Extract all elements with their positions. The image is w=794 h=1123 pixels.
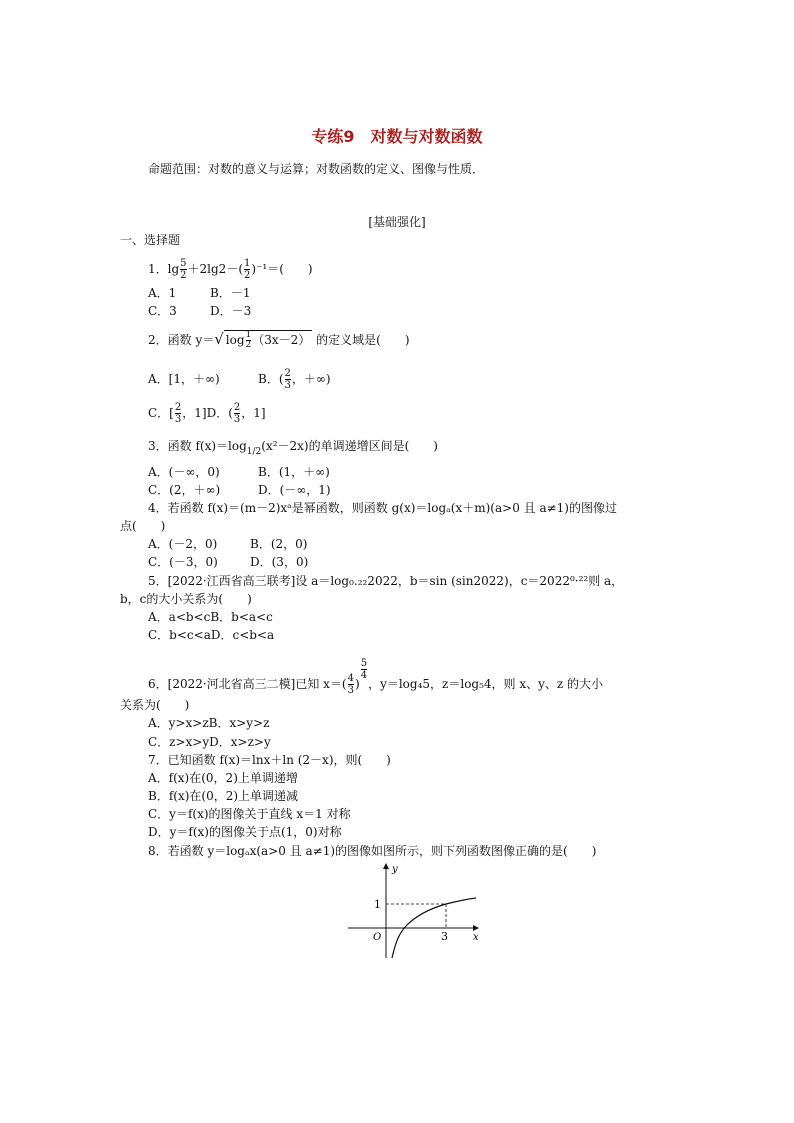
part-heading: 一、选择题 xyxy=(120,233,181,247)
question-8-stem: 8．若函数 y＝logₐx(a>0 且 a≠1)的图像如图所示，则下列函数图像正确的是( ) xyxy=(148,844,597,858)
option-c[interactable]: C．(－3，0) xyxy=(148,555,218,569)
question-5-stem-line1: 5．[2022·江西省高三联考]设 a＝log₀.₂₂2022，b＝sin (sin2022)，c＝2022⁰·²²则 a， xyxy=(148,574,624,588)
sqrt-radicand: log $\frac{1}{2}$ （3x－2） xyxy=(225,330,311,350)
origin-label: O xyxy=(373,932,382,943)
question-4-options-ab xyxy=(148,536,307,552)
question-4-stem-line2: 点( ) xyxy=(120,519,166,533)
option-b[interactable]: B．(1，＋∞) xyxy=(258,465,330,479)
option-d[interactable]: D．－3 xyxy=(210,304,252,318)
fraction: $\frac{5}{2}$ xyxy=(180,258,187,281)
option-c[interactable]: C．y＝f(x)的图像关于直线 x＝1 对称 xyxy=(148,807,351,821)
section-heading: [基础强化] xyxy=(368,215,426,229)
option-a[interactable]: A．[1，＋∞) xyxy=(148,372,220,386)
question-6-stem-line2: 关系为( ) xyxy=(120,698,190,712)
option-b[interactable]: B．f(x)在(0，2)上单调递减 xyxy=(148,789,299,803)
question-3-stem: 3．函数 $f(x)=\log_{1/2}(x^2-2x)$的单调递增区间是( ) xyxy=(148,439,438,457)
exponent-fraction: $\frac{5}{4}$ xyxy=(360,658,368,681)
sqrt-sign: √ xyxy=(214,330,224,348)
question-2-options-cd xyxy=(148,402,266,425)
question-2-options-ab xyxy=(148,368,331,391)
question-6-options-cd[interactable]: C．z>x>yD．x>z>y xyxy=(148,735,271,749)
option-c[interactable]: C．(2，＋∞) xyxy=(148,483,221,497)
option-d[interactable]: ]D．( $\frac{2}{3}$ ，1] xyxy=(201,402,266,425)
page-title: 专练9 对数与对数函数 xyxy=(311,127,483,146)
x-tick-label: 3 xyxy=(441,930,448,943)
question-1-options-cd xyxy=(148,303,251,319)
question-3-options-cd xyxy=(148,482,331,498)
y-tick-label: 1 xyxy=(374,898,381,911)
option-b[interactable]: B．( $\frac{2}{3}$ ，＋∞) xyxy=(258,368,331,391)
option-c[interactable]: C．3 xyxy=(148,304,177,318)
option-b[interactable]: B．(2，0) xyxy=(250,537,308,551)
option-a[interactable]: A．f(x)在(0，2)上单调递增 xyxy=(148,771,298,785)
question-1-stem: 1．lg $\frac{5}{2}$ ＋2lg2－( $\frac{1}{2}$ )⁻¹＝( ) xyxy=(148,258,313,281)
option-c[interactable]: C．[ $\frac{2}{3}$ ，1 xyxy=(148,402,202,425)
question-7-stem: 7．已知函数 f(x)＝lnx＋ln (2－x)，则( ) xyxy=(148,753,391,767)
question-2-stem: 2．函数 y＝√ log $\frac{1}{2}$ （3x－2） 的定义域是( ) xyxy=(148,330,410,350)
option-d[interactable]: D．(－∞，1) xyxy=(258,483,331,497)
option-d[interactable]: D．y＝f(x)的图像关于点(1，0)对称 xyxy=(148,825,342,839)
question-4-stem-line1: 4．若函数 f(x)＝(m－2)xᵃ是幂函数，则函数 g(x)＝logₐ(x＋m)(a>0 且 a≠1)的图像过 xyxy=(148,501,617,515)
question-3-options-ab xyxy=(148,464,330,480)
option-a[interactable]: A．(－2，0) xyxy=(148,537,218,551)
y-axis-label: y xyxy=(392,864,398,875)
option-a[interactable]: A．(－∞，0) xyxy=(148,465,220,479)
question-1-options-ab xyxy=(148,285,250,301)
question-6-options-ab[interactable]: A．y>x>zB．x>y>z xyxy=(148,716,270,730)
option-d[interactable]: D．(3，0) xyxy=(250,555,309,569)
fraction: $\frac{1}{2}$ xyxy=(244,258,251,281)
question-4-options-cd xyxy=(148,554,308,570)
question-5-stem-line2: b，c的大小关系为( ) xyxy=(120,592,252,606)
fraction: $\frac{4}{3}$ xyxy=(347,673,354,696)
scope-text: 命题范围：对数的意义与运算；对数函数的定义、图像与性质． xyxy=(148,162,485,176)
x-axis-label: x xyxy=(473,932,479,943)
question-6-stem-line1: 6．[2022·河北省高三二模]已知 x＝( $\frac{4}{3}$ ) $\frac{5}{4}$ ，y＝log₄5，z＝log₅4，则 x、y、z 的大小 xyxy=(148,658,604,696)
question-5-options-ab[interactable]: A．a<b<cB．b<a<c xyxy=(148,610,273,624)
question-5-options-cd[interactable]: C．b<c<aD．c<b<a xyxy=(148,628,275,642)
option-b[interactable]: B．－1 xyxy=(210,286,251,300)
option-a[interactable]: A．1 xyxy=(148,286,177,300)
logarithm-graph xyxy=(340,858,490,962)
